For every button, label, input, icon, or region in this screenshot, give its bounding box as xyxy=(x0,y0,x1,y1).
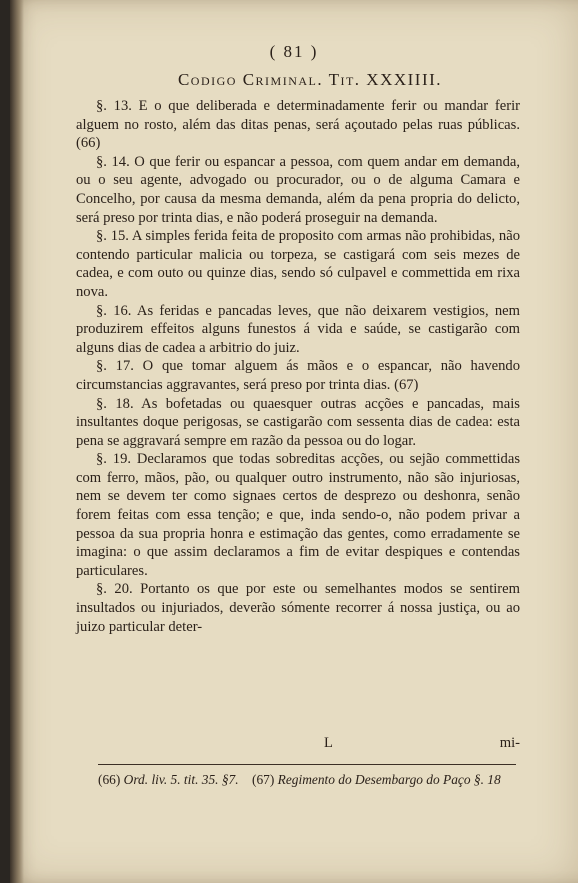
paragraph-17: §. 17. O que tomar alguem ás mãos e o espancar, não havendo circumstancias aggravantes, será preso por trinta dias. (67) xyxy=(76,358,520,393)
paragraph-18: §. 18. As bofetadas ou quaesquer outras acções e pancadas, mais insultantes doque perigosas, se castigarão com sessenta dias de cadea: esta pena se aggravará sempre em razão da pessoa ou do logar. xyxy=(76,395,520,449)
footnotes xyxy=(98,770,518,789)
paragraph-15: §. 15. A simples ferida feita de proposito com armas não prohibidas, não contendo particular malicia ou torpeza, se castigará com seis mezes de cadea, e com outo ou quinze dias, sendo só culpavel e commettida em rixa nova. xyxy=(76,228,520,300)
paragraph-19: §. 19. Declaramos que todas sobreditas acções, ou sejão commettidas com ferro, mãos, pão, ou qualquer outro instrumento, não são injuriosas, nem se devem ter como signaes certos de desprezo ou deshonra, senão forem feitas com essa tenção; e que, inda sendo-o, não podem privar a pessoa da sua propria honra e estimação das gentes, como erradamente se imagina: o que assim declaramos a fim de evitar despiques e contendas particulares. xyxy=(76,451,520,579)
body-text xyxy=(76,97,520,636)
binding-gutter xyxy=(10,0,24,883)
page-number: ( 81 ) xyxy=(269,42,319,61)
footnote-66-mark: (66) xyxy=(98,772,121,787)
signature-mark: L xyxy=(324,735,333,751)
paragraph-13: §. 13. E o que deliberada e determinadamente ferir ou mandar ferir alguem no rosto, além das ditas penas, será açoutado pelas ruas públicas. (66) xyxy=(76,98,520,152)
footnote-66-text: Ord. liv. 5. tit. 35. §7. xyxy=(123,772,239,787)
book-page xyxy=(10,0,578,883)
paragraph-14: §. 14. O que ferir ou espancar a pessoa, com quem andar em demanda, ou o seu agente, advogado ou procurador, ou o de alguma Camara e Concelho, por causa da mesma demanda, além da pena propria do delicto, será preso por trinta dias, e não poderá proseguir na demanda. xyxy=(76,153,520,226)
footnote-67-mark: (67) xyxy=(252,772,275,787)
footnote-rule xyxy=(98,764,516,765)
footnote-67-text: Regimento do Desembargo do Paço §. 18 xyxy=(277,772,501,787)
catchline xyxy=(76,735,520,753)
running-head: Codigo Criminal. Tit. XXXIIII. xyxy=(177,70,443,89)
paragraph-16: §. 16. As feridas e pancadas leves, que não deixarem vestigios, nem produzirem effeitos alguns funestos á vida e saúde, se castigarão com alguns dias de cadea a arbitrio do juiz. xyxy=(76,302,520,356)
paragraph-20: §. 20. Portanto os que por este ou semelhantes modos se sentirem insultados ou injuriados, deverão sómente recorrer á nossa justiça, ou ao juizo particular deter- xyxy=(76,581,520,635)
catchword: mi- xyxy=(499,735,520,751)
